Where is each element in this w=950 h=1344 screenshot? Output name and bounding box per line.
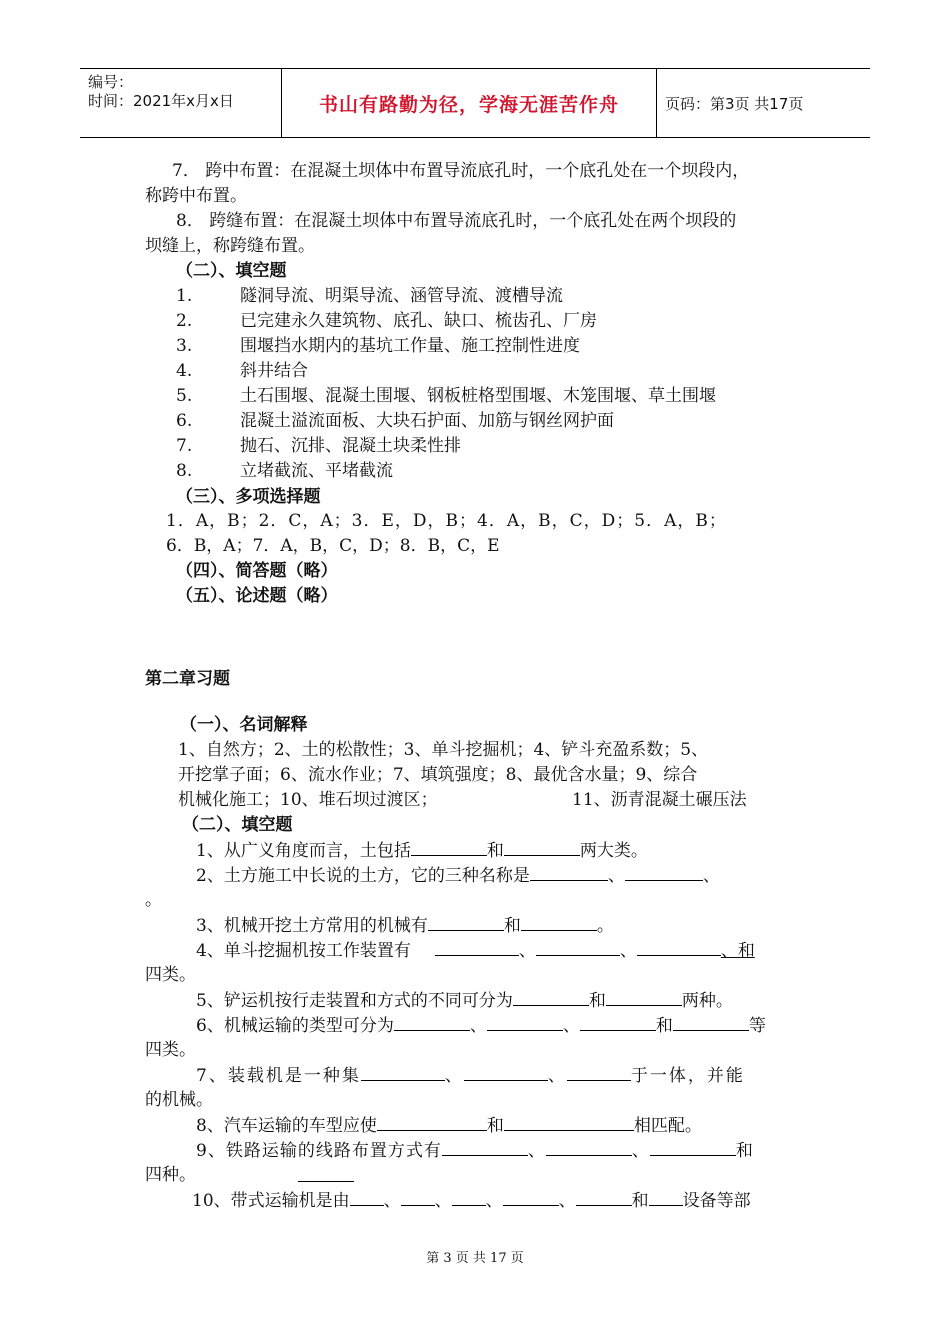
question-3: 3、机械开挖土方常用的机械有 和 。 [196,916,614,936]
fill-answer-2: 2. 已完建永久建筑物、底孔、缺口、梳齿孔、厂房 [176,311,597,331]
mc-answers-line2: 6．B，A；7．A，B，C，D；8．B，C，E [166,536,500,556]
terms-line1: 1、自然方；2、土的松散性；3、单斗挖掘机；4、铲斗充盈系数；5、 [178,740,709,760]
header-page-label: 页码：第3页 共17页 [665,94,804,113]
header-meta [80,69,282,137]
header-motto: 书山有路勤为径，学海无涯苦作舟 [282,69,657,137]
section-mc-title: （三）、多项选择题 [176,487,321,507]
terms-line3-tail: 11、沥青混凝土碾压法 [572,790,747,810]
question-4: 4、单斗挖掘机按工作装置有 、 、 、和 [196,941,755,961]
fill-answer-3: 3. 围堰挡水期内的基坑工作量、施工控制性进度 [176,336,580,356]
fill-answer-5: 5. 土石围堰、混凝土围堰、钢板桩格型围堰、木笼围堰、草土围堰 [176,386,716,406]
question-7: 7、装载机是一种集 、 、 于一体，并能 [196,1066,745,1086]
question-2-end: 。 [145,890,162,910]
section-short-answer-title: （四）、简答题（略） [176,561,338,581]
def-8-line2: 坝缝上，称跨缝布置。 [145,236,315,256]
page-footer: 第 3 页 共 17 页 [426,1251,524,1266]
question-9: 9、铁路运输的线路布置方式有 、 、 和 [196,1141,754,1161]
question-7-end: 的机械。 [145,1090,213,1110]
fill-answer-7: 7. 抛石、沉排、混凝土块柔性排 [176,436,461,456]
question-9-end: 四种。 [145,1165,196,1185]
ch2-section-terms-title: （一）、名词解释 [180,715,308,735]
def-7-line2: 称跨中布置。 [145,186,247,206]
code-label: 编号： [88,73,134,91]
ch2-section-fill-title: （二）、填空题 [182,815,293,835]
question-4-end: 四类。 [145,965,196,985]
question-1: 1、从广义角度而言，土包括 和 两大类。 [196,841,648,861]
section-fill-title: （二）、填空题 [176,261,287,281]
chapter-title: 第二章习题 [145,669,230,689]
fill-answer-1: 1. 隧洞导流、明渠导流、涵管导流、渡槽导流 [176,286,563,306]
question-8: 8、汽车运输的车型应使 和 相匹配。 [196,1116,702,1136]
question-10: 10、带式运输机是由 、 、 、 、 和 设备等部 [192,1191,751,1211]
def-8-line1: 8． 跨缝布置：在混凝土坝体中布置导流底孔时，一个底孔处在两个坝段的 [176,211,737,231]
fill-answer-6: 6. 混凝土溢流面板、大块石护面、加筋与钢丝网护面 [176,411,614,431]
question-2: 2、土方施工中长说的土方，它的三种名称是 、 、 [196,866,720,886]
question-5: 5、铲运机按行走装置和方式的不同可分为 和 两种。 [196,991,733,1011]
def-7-line1: 7． 跨中布置：在混凝土坝体中布置导流底孔时，一个底孔处在一个坝段内， [172,161,750,181]
page-header [80,68,870,138]
fill-answer-8: 8. 立堵截流、平堵截流 [176,461,393,481]
terms-line2: 开挖掌子面；6、流水作业；7、填筑强度；8、最优含水量；9、综合 [178,765,698,785]
question-9-blank [298,1181,354,1182]
terms-line3: 机械化施工；10、堆石坝过渡区； [178,790,438,810]
section-essay-title: （五）、论述题（略） [176,586,338,606]
question-6-end: 四类。 [145,1040,196,1060]
question-6: 6、机械运输的类型可分为 、 、 和 等 [196,1016,766,1036]
fill-answer-4: 4. 斜井结合 [176,361,308,381]
time-label: 时间：2021年x月x日 [88,92,234,110]
mc-answers-line1: 1．A，B；2．C，A；3．E，D，B；4．A，B，C，D；5．A，B； [166,511,727,531]
